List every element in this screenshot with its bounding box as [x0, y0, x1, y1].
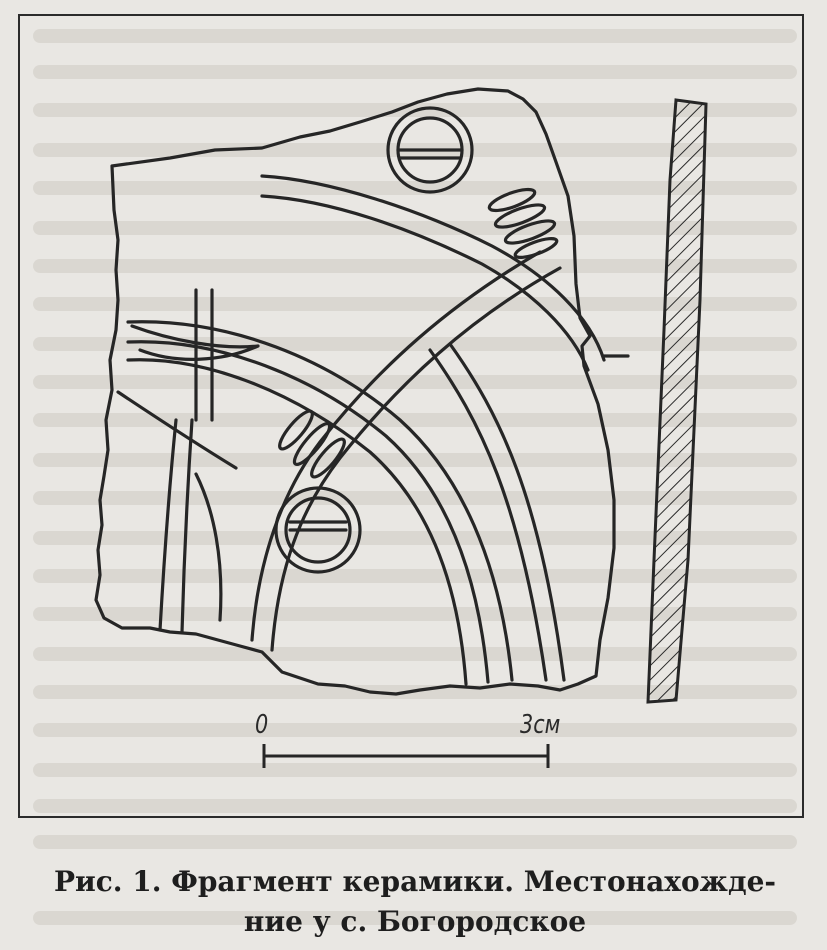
fragment-outline: [96, 89, 614, 694]
crossing-band: [272, 268, 560, 650]
scale-start-label: 0: [255, 710, 269, 740]
left-vertical-band: [160, 420, 176, 630]
caption-line-2: ние у с. Богородское: [243, 905, 587, 938]
right-arc: [430, 350, 546, 680]
figure-caption: [20, 862, 810, 942]
scale-bar: [264, 744, 548, 768]
scale-end-label: 3см: [520, 710, 561, 740]
comb-strokes-center: [275, 407, 317, 453]
arc-band: [128, 322, 512, 680]
caption-line-1: Рис. 1. Фрагмент керамики. Местонахожде-: [53, 865, 777, 898]
section-profile: [648, 100, 706, 702]
